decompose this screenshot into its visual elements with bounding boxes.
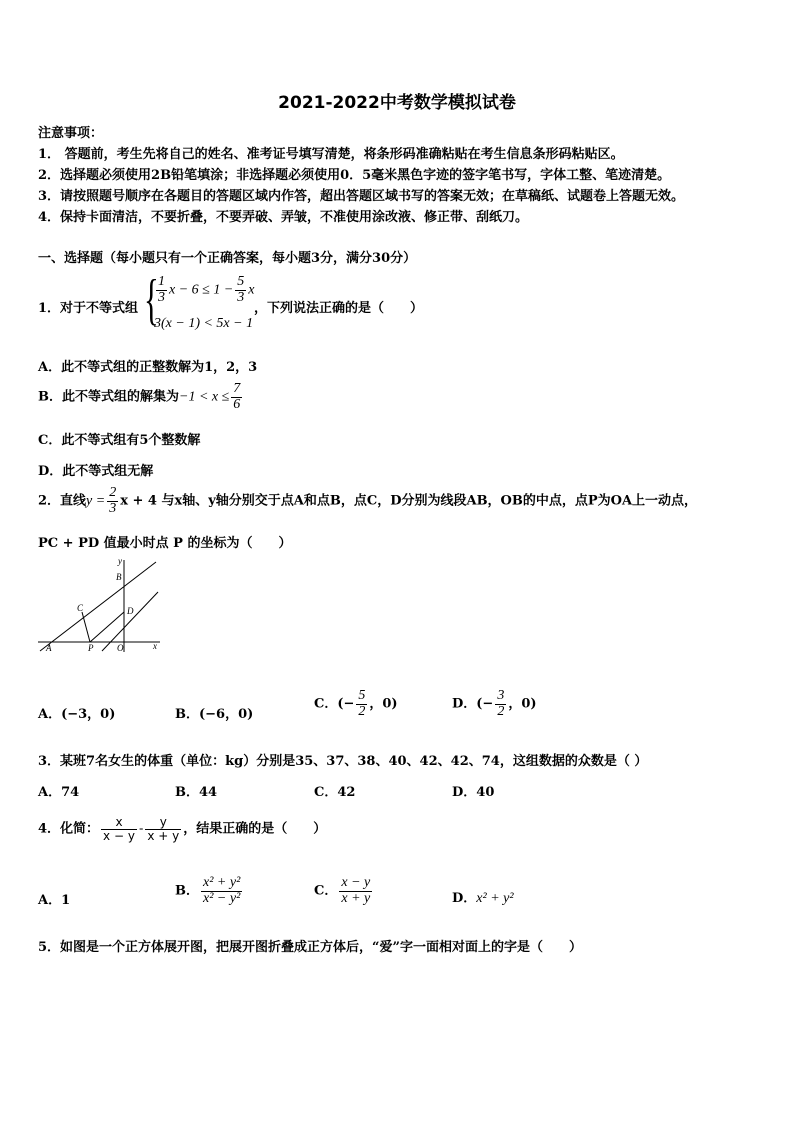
notice-item-1: 1． 答题前，考生先将自己的姓名、准考证号填写清楚，将条形码准确粘贴在考生信息条形码粘贴区。 bbox=[38, 147, 624, 162]
label-b: B bbox=[116, 572, 122, 582]
q1-row2: 3(x − 1) < 5x − 1 bbox=[154, 316, 254, 331]
q4-option-d: D．x² + y² bbox=[452, 891, 514, 906]
q4-option-b-frac: $\frac{\text{x² + y²}}{\text{x² − y²}}$ bbox=[203, 875, 241, 906]
q4-frac-1: $\frac{x}{x - y}$ bbox=[103, 815, 135, 843]
q3-text: 3．某班7名女生的体重（单位：kg）分别是35、37、38、40、42、42、74，这组数据的众数是（ ） bbox=[38, 754, 648, 769]
label-a: A bbox=[46, 643, 52, 653]
q1-brace: { bbox=[144, 269, 159, 331]
q2-option-a: A．(−3，0) bbox=[38, 707, 116, 722]
q1-option-a: A．此不等式组的正整数解为1，2，3 bbox=[38, 360, 258, 375]
q4-option-b: B． $\frac{\text{x² + y²}}{\text{x² − y²}}$ bbox=[175, 875, 241, 906]
q4-option-a: A．1 bbox=[38, 893, 71, 908]
q4-line: 4．化简： $\frac{x}{x - y}$ - $\frac{y}{x + y}$ ，结果正确的是（ ） bbox=[38, 815, 327, 843]
notice-heading: 注意事项： bbox=[38, 126, 104, 141]
label-y: y bbox=[118, 556, 122, 566]
q1-option-b-frac: $\frac{7}{6}$ bbox=[233, 381, 241, 412]
q1-option-b: B．此不等式组的解集为−1 < x ≤ $\frac{7}{6}$ bbox=[38, 381, 241, 412]
q1-row1-frac-b: $\frac{5}{3}$ bbox=[237, 274, 245, 305]
label-c: C bbox=[77, 603, 84, 613]
q2-option-d: D．(− $\frac{3}{2}$ ，0) bbox=[452, 688, 537, 719]
q1-option-c: C．此不等式组有5个整数解 bbox=[38, 433, 201, 448]
q3-option-d: D．40 bbox=[452, 785, 495, 800]
label-d: D bbox=[127, 606, 134, 616]
q3-option-a: A．74 bbox=[38, 785, 80, 800]
q2-option-c-frac: $\frac{5}{2}$ bbox=[358, 688, 366, 719]
q1-row1-frac-a: $\frac{1}{3}$ bbox=[158, 274, 165, 305]
q2-line2: PC + PD 值最小时点 P 的坐标为（ ） bbox=[38, 536, 292, 551]
q2-line1: 2．直线y = $\frac{2}{3}$ x + 4 与x轴、y轴分别交于点A和点B，点C，D分别为线段AB，OB的中点，点P为OA上一动点， bbox=[38, 485, 698, 516]
q1-option-d: D．此不等式组无解 bbox=[38, 464, 154, 479]
line-ab bbox=[40, 562, 156, 651]
q5-text: 5．如图是一个正方体展开图，把展开图折叠成正方体后，“爱”字一面相对面上的字是（ ） bbox=[38, 940, 583, 955]
notice-item-2: 2．选择题必须使用2B铅笔填涂；非选择题必须使用0．5毫米黑色字迹的签字笔书写，字体工整、笔迹清楚。 bbox=[38, 168, 671, 183]
q2-slope-frac: $\frac{2}{3}$ bbox=[109, 485, 117, 516]
segment-pd bbox=[90, 612, 124, 642]
q3-option-c: C．42 bbox=[314, 785, 356, 800]
q4-option-c: C． $\frac{x - y}{x + y}$ bbox=[314, 875, 371, 906]
q2-option-b: B．(−6，0) bbox=[175, 707, 254, 722]
q3-option-b: B．44 bbox=[175, 785, 218, 800]
q1-prefix: 1．对于不等式组 bbox=[38, 301, 139, 316]
segment-pc bbox=[82, 612, 90, 642]
q2-option-d-frac: $\frac{3}{2}$ bbox=[497, 688, 505, 719]
q1-suffix: ，下列说法正确的是（ ） bbox=[254, 301, 424, 316]
notice-item-4: 4．保持卡面清洁，不要折叠，不要弄破、弄皱，不准使用涂改液、修正带、刮纸刀。 bbox=[38, 210, 529, 225]
label-p: P bbox=[88, 643, 94, 653]
q2-figure bbox=[36, 556, 168, 656]
q4-frac-2: $\frac{y}{x + y}$ bbox=[147, 815, 180, 843]
label-x: x bbox=[153, 641, 157, 651]
page-title: 2021-2022中考数学模拟试卷 bbox=[278, 93, 516, 113]
label-o: O bbox=[117, 643, 124, 653]
q2-option-c: C．(− $\frac{5}{2}$ ，0) bbox=[314, 688, 398, 719]
section-heading: 一、选择题（每小题只有一个正确答案，每小题3分，满分30分） bbox=[38, 251, 417, 266]
q1-row1: $\frac{1}{3}$ x − 6 ≤ 1 − $\frac{5}{3}$ x bbox=[158, 274, 255, 305]
q4-option-c-frac: $\frac{x - y}{x + y}$ bbox=[341, 875, 371, 906]
notice-item-3: 3．请按照题号顺序在各题目的答题区域内作答，超出答题区域书写的答案无效；在草稿纸、试题卷上答题无效。 bbox=[38, 189, 685, 204]
